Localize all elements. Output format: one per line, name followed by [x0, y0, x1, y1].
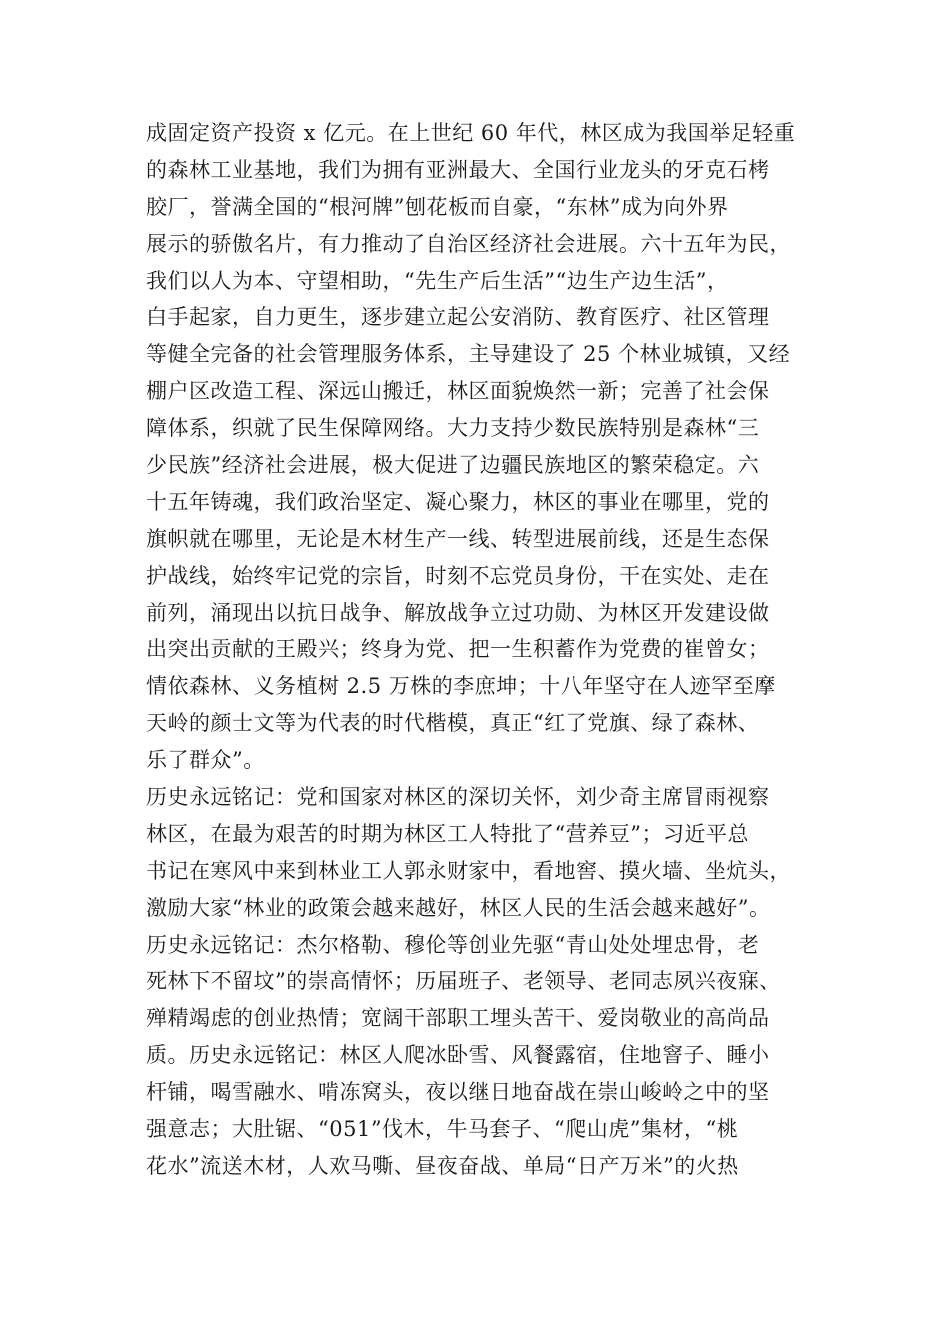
text-line: 白手起家，自力更生，逐步建立起公安消防、教育医疗、社区管理 [146, 305, 770, 330]
text-line: 成固定资产投资 x 亿元。在上世纪 60 年代，林区成为我国举足轻重 [146, 121, 796, 145]
text-line: 等健全完备的社会管理服务体系，主导建设了 25 个林业城镇，又经 [146, 342, 791, 367]
text-line: 前列，涌现出以抗日战争、解放战争立过功勋、为林区开发建设做 [146, 600, 770, 625]
text-line: 书记在寒风中来到林业工人郭永财家中，看地窖、摸火墙、坐炕头， [146, 858, 791, 883]
text-line: 胶厂，誉满全国的“根河牌”刨花板而自豪，“东林”成为向外界 [146, 194, 729, 219]
text-line: 的森林工业基地，我们为拥有亚洲最大、全国行业龙头的牙克石栲 [146, 157, 770, 182]
text-line: 历史永远铭记：杰尔格勒、穆伦等创业先驱“青山处处埋忠骨，老 [146, 932, 760, 957]
text-line: 十五年铸魂，我们政治坚定、凝心聚力，林区的事业在哪里，党的 [146, 489, 770, 514]
text-line: 情依森林、义务植树 2.5 万株的李庶坤；十八年坚守在人迹罕至摩 [146, 674, 776, 699]
text-line: 质。历史永远铭记：林区人爬冰卧雪、风餐露宿，住地窨子、睡小 [146, 1043, 770, 1068]
text-line: 强意志；大肚锯、“051”伐木，牛马套子、“爬山虎”集材，“桃 [146, 1117, 739, 1142]
text-line: 林区，在最为艰苦的时期为林区工人特批了“营养豆”；习近平总 [146, 821, 749, 846]
text-line: 殚精竭虑的创业热情；宽阔干部职工埋头苦干、爱岗敬业的高尚品 [146, 1006, 770, 1031]
text-line: 花水”流送木材，人欢马嘶、昼夜奋战、单局“日产万米”的火热 [146, 1153, 739, 1178]
text-line: 展示的骄傲名片，有力推动了自治区经济社会进展。六十五年为民， [146, 231, 791, 256]
text-line: 杆铺，喝雪融水、啃冻窝头，夜以继日地奋战在崇山峻岭之中的坚 [146, 1080, 770, 1105]
text-line: 我们以人为本、守望相助，“先生产后生活”“边生产边生活”， [146, 268, 729, 293]
text-line: 障体系，织就了民生保障网络。大力支持少数民族特别是森林“三 [146, 416, 760, 441]
text-line: 乐了群众”。 [146, 748, 265, 773]
text-line: 激励大家“林业的政策会越来越好，林区人民的生活会越来越好”。 [146, 895, 771, 920]
text-line: 出突出贡献的王殿兴；终身为党、把一生积蓄作为党费的崔曾女； [146, 637, 770, 662]
text-line: 历史永远铭记：党和国家对林区的深切关怀，刘少奇主席冒雨视察 [146, 785, 770, 810]
text-line: 旗帜就在哪里，无论是木材生产一线、转型进展前线，还是生态保 [146, 526, 770, 551]
text-line: 少民族”经济社会进展，极大促进了边疆民族地区的繁荣稳定。六 [146, 453, 760, 478]
text-line: 棚户区改造工程、深远山搬迁，林区面貌焕然一新；完善了社会保 [146, 379, 770, 404]
text-line: 护战线，始终牢记党的宗旨，时刻不忘党员身份，干在实处、走在 [146, 563, 770, 588]
body-text [146, 115, 826, 1185]
text-line: 天岭的颜士文等为代表的时代楷模，真正“红了党旗、绿了森林、 [146, 711, 760, 736]
text-line: 死林下不留坟”的崇高情怀；历届班子、老领导、老同志夙兴夜寐、 [146, 969, 781, 994]
